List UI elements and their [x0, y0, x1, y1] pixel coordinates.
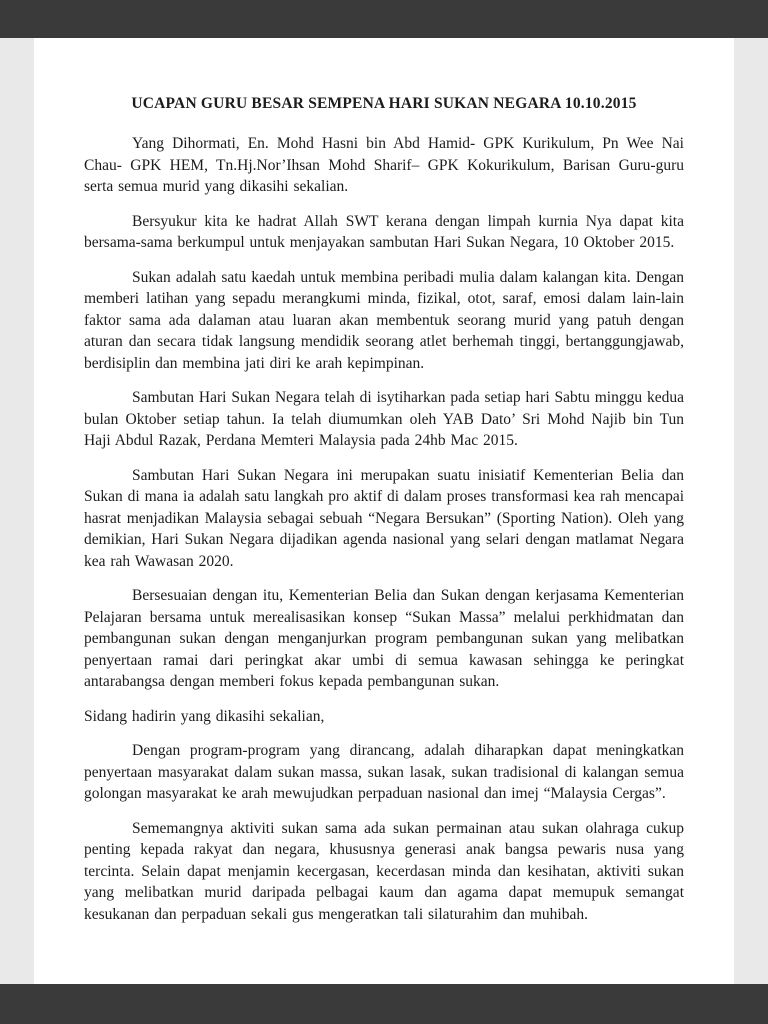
viewer-top-bar [0, 0, 768, 38]
paragraph-salutation: Yang Dihormati, En. Mohd Hasni bin Abd Hamid- GPK Kurikulum, Pn Wee Nai Chau- GPK HEM, Tn.Hj.Nor’Ihsan Mohd Sharif– GPK Kokurikulum, Barisan Guru-guru serta semua murid yang dikasihi sekalian. [84, 135, 684, 195]
document-page [34, 38, 734, 984]
paragraph-initiative: Sambutan Hari Sukan Negara ini merupakan suatu inisiatif Kementerian Belia dan Sukan di mana ia adalah satu langkah pro aktif di dalam proses transformasi kea rah mencapai hasrat menjadikan Malaysia sebagai sebuah “Negara Bersukan” (Sporting Nation). Oleh yang demikian, Hari Sukan Negara dijadikan agenda nasional yang selari dengan matlamat Negara kea rah Wawasan 2020. [84, 466, 684, 570]
paragraph-sukan-massa: Bersesuaian dengan itu, Kementerian Belia dan Sukan dengan kerjasama Kementerian Pelajaran bersama untuk merealisasikan konsep “Sukan Massa” melalui perkhidmatan dan pembangunan sukan dengan menganjurkan program pembangunan sukan yang melibatkan penyertaan ramai dari peringkat akar umbi di semua kawasan sehingga ke peringkat antarabangsa dengan memberi fokus kepada pembangunan sukan. [84, 587, 684, 690]
document-title: UCAPAN GURU BESAR SEMPENA HARI SUKAN NEGARA 10.10.2015 [131, 95, 637, 112]
paragraph-declaration: Sambutan Hari Sukan Negara telah di isytiharkan pada setiap hari Sabtu minggu kedua bulan Oktober setiap tahun. Ia telah diumumkan oleh YAB Dato’ Sri Mohd Najib bin Tun Haji Abdul Razak, Perdana Memteri Malaysia pada 24hb Mac 2015. [84, 389, 684, 449]
paragraph-audience-address: Sidang hadirin yang dikasihi sekalian, [84, 707, 325, 725]
paragraph-sports-character: Sukan adalah satu kaedah untuk membina peribadi mulia dalam kalangan kita. Dengan memberi latihan yang sepadu merangkumi minda, fizikal, otot, saraf, emosi dalam lain-lain faktor sama ada dalaman atau luaran akan membentuk seorang murid yang patuh dengan aturan dan secara tidak langsung mendidik seorang atlet berhemah tinggi, bertanggungjawab, berdisiplin dan membina jati diri ke arah kepimpinan. [84, 268, 684, 372]
paragraph-importance: Sememangnya aktiviti sukan sama ada sukan permainan atau sukan olahraga cukup penting kepada rakyat dan negara, khususnya generasi anak bangsa pewaris nusa yang tercinta. Selain dapat menjamin kecergasan, kecerdasan minda dan kesihatan, aktiviti sukan yang melibatkan murid daripada pelbagai kaum dan agama dapat memupuk semangat kesukanan dan perpaduan sekali gus mengeratkan tali silaturahim dan muhibah. [84, 819, 684, 923]
viewer-bottom-bar [0, 984, 768, 1024]
paragraph-gratitude: Bersyukur kita ke hadrat Allah SWT kerana dengan limpah kurnia Nya dapat kita bersama-sama berkumpul untuk menjayakan sambutan Hari Sukan Negara, 10 Oktober 2015. [84, 212, 684, 251]
page-area [0, 38, 768, 984]
paragraph-programs: Dengan program-program yang dirancang, adalah diharapkan dapat meningkatkan penyertaan masyarakat dalam sukan massa, sukan lasak, sukan tradisional di kalangan semua golongan masyarakat ke arah mewujudkan perpaduan nasional dan imej “Malaysia Cergas”. [84, 742, 684, 802]
